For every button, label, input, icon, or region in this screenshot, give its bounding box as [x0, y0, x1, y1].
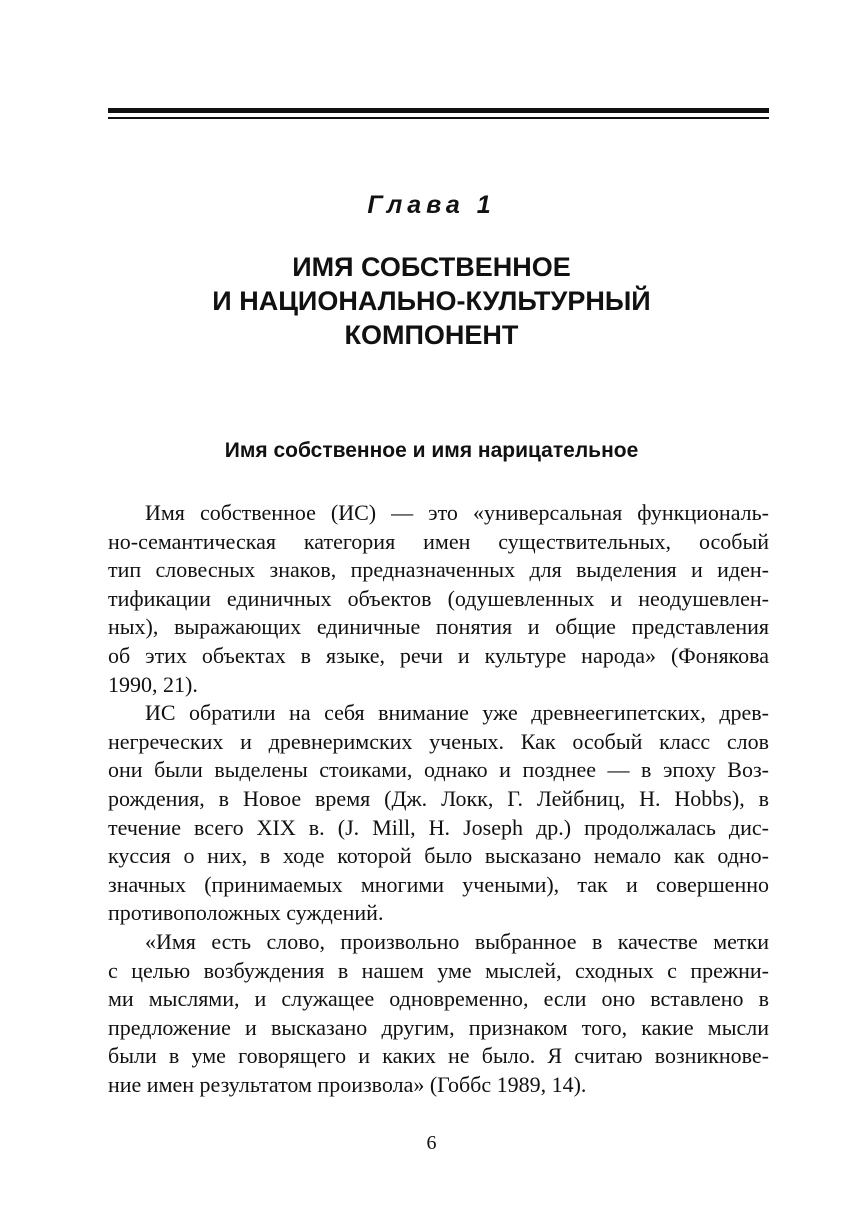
text-line: ИС обратили на себя внимание уже древнеегипетских, древ-: [145, 700, 769, 726]
header-rule-thin: [108, 117, 769, 119]
text-line: были в уме говорящего и каких не было. Я считаю возникнове-: [108, 1043, 769, 1069]
text-line: ние имен результатом произвола» (Гоббс 1989, 14).: [108, 1071, 587, 1097]
chapter-title: [0, 250, 863, 352]
text-line: но-семантическая категория имен существительных, особый: [108, 528, 769, 554]
text-line: Имя собственное (ИС) — это «универсальная функциональ-: [145, 500, 769, 525]
page-number: 6: [426, 1132, 437, 1154]
text-line: течение всего XIX в. (J. Mill, H. Joseph др.) продолжалась дис-: [108, 814, 769, 840]
text-line: ми мыслями, и служащее одновременно, если оно вставлено в: [108, 986, 769, 1012]
text-line: они были выделены стоиками, однако и позднее — в эпоху Воз-: [108, 757, 769, 783]
text-line: негреческих и древнеримских ученых. Как особый класс слов: [108, 728, 769, 754]
text-line: значных (принимаемых многими учеными), так и совершенно: [108, 871, 769, 897]
text-line: 1990, 21).: [108, 671, 198, 697]
text-line: предложение и высказано другим, признаком того, какие мысли: [108, 1014, 769, 1040]
text-line: тификации единичных объектов (одушевленных и неодушевлен-: [108, 585, 769, 611]
body-text: [108, 499, 769, 1099]
chapter-title-line: КОМПОНЕНТ: [344, 320, 519, 350]
text-line: с целью возбуждения в нашем уме мыслей, сходных с прежни-: [108, 957, 769, 983]
text-line: об этих объектах в языке, речи и культуре народа» (Фонякова: [108, 642, 769, 668]
chapter-label: Глава 1: [367, 191, 496, 219]
text-line: ных), выражающих единичные понятия и общие представления: [108, 614, 769, 640]
text-line: противоположных суждений.: [108, 900, 384, 926]
text-line: куссия о них, в ходе которой было высказано немало как одно-: [108, 843, 769, 869]
text-line: «Имя есть слово, произвольно выбранное в качестве метки: [145, 928, 769, 954]
text-line: рождения, в Новое время (Дж. Локк, Г. Лейбниц, H. Hobbs), в: [108, 785, 769, 811]
header-rule-thick: [108, 108, 769, 113]
chapter-title-line: ИМЯ СОБСТВЕННОЕ: [292, 252, 571, 282]
chapter-title-line: И НАЦИОНАЛЬНО-КУЛЬТУРНЫЙ: [212, 286, 651, 316]
text-line: тип словесных знаков, предназначенных для выделения и иден-: [108, 557, 769, 583]
section-heading: Имя собственное и имя нарицательное: [224, 439, 639, 462]
